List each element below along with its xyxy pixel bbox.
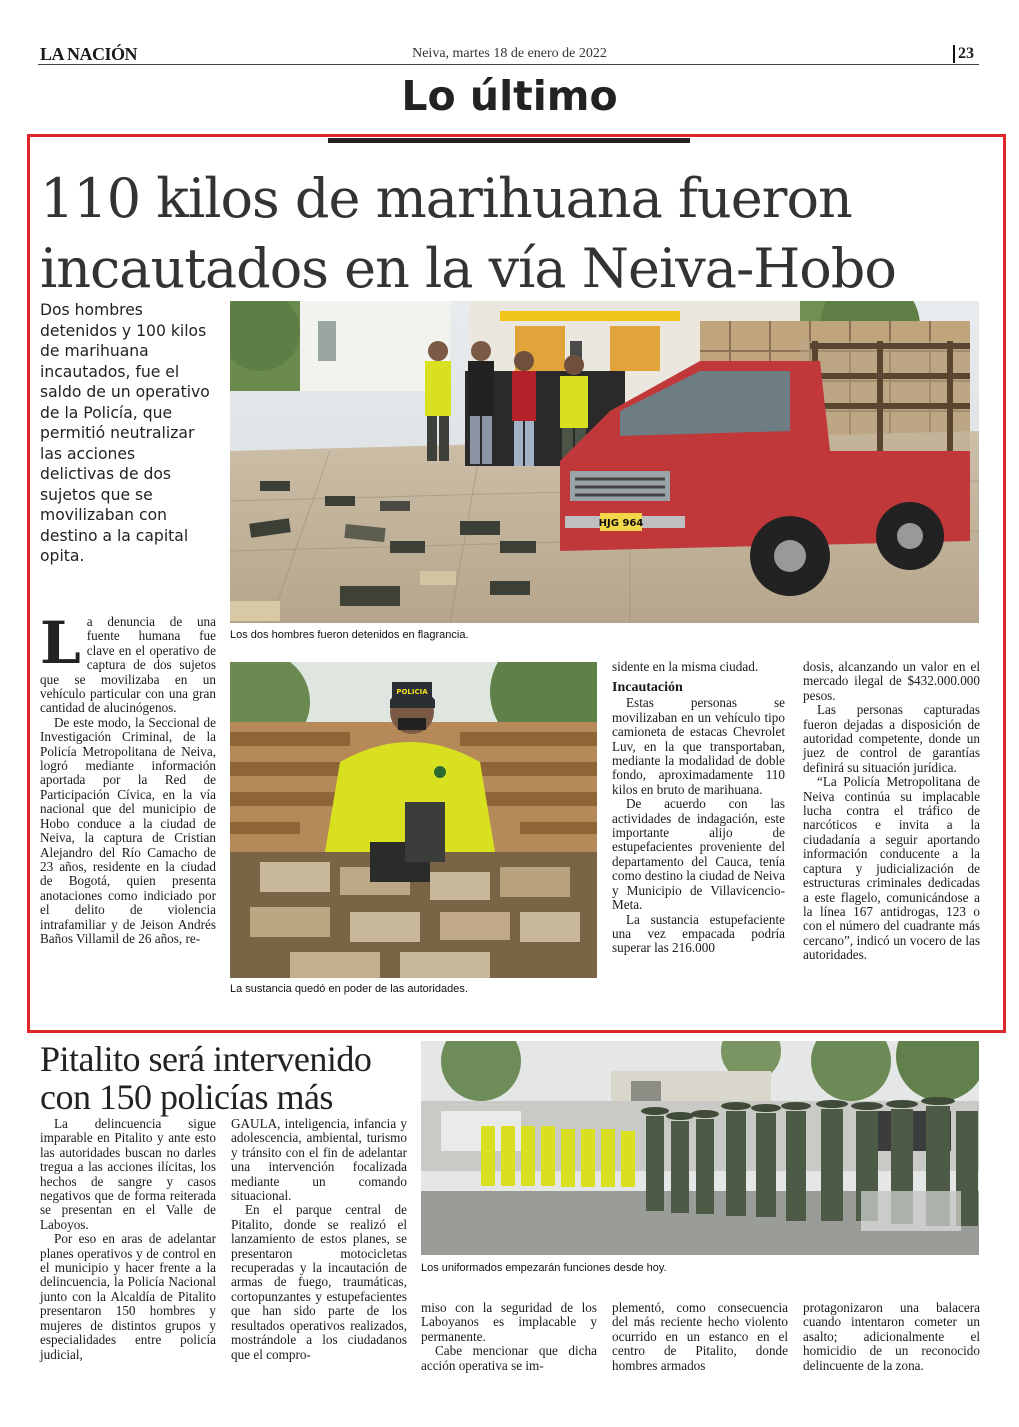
paragraph: dosis, alcanzando un valor en el mercado ilegal de $432.000.000 pesos. [803, 659, 980, 703]
paragraph: De este modo, la Seccional de Investigación Criminal, de la Policía Metropolitana de Neiva, logró mediante información aportada por la Red de Participación Cívica, en la vía nacional que del municipio de Hobo conduce a la ciudad de Neiva, la captura de Cristian Alejandro del Río Camacho de 23 años, residente en la ciudad de Bogotá, quien presenta anotaciones como indiciado por el delito de violencia intrafamiliar y de Jeison Andrés Baños Villamil de 26 años, re- [40, 714, 216, 946]
paragraph: a denuncia de una fuente humana fue clave en el operativo de captura de dos sujetos que se movilizaba en un vehículo particular con una gran cantidad de alucinógenos. [40, 614, 216, 716]
article-column-3 [803, 660, 980, 963]
article-column-1 [40, 1117, 216, 1362]
article-column-5 [803, 1301, 980, 1373]
header-rule [38, 64, 979, 65]
paragraph: protagonizaron una balacera cuando intentaron cometer un asalto; adicionalmente el homicidio de un reconocido delincuente de la zona. [803, 1300, 980, 1373]
section-bar [328, 138, 690, 143]
paragraph: miso con la seguridad de los Laboyanos es implacable y permanente. [421, 1300, 597, 1344]
paragraph: plementó, como consecuencia del más reciente hecho violento ocurrido en un estanco en el centro de Pitalito, donde hombres armados [612, 1300, 788, 1373]
photo-caption: La sustancia quedó en poder de las autoridades. [230, 983, 468, 995]
paragraph: Las personas capturadas fueron dejadas a disposición de autoridad competente, donde un juez de control de garantías definirá su situación jurídica. [803, 702, 980, 775]
article-lead: Dos hombres detenidos y 100 kilos de marihuana incautados, fue el saldo de un operativo de la Policía, que permitió neutralizar las acciones delictivas de dos sujetos que se movilizaban con destino a la capital opita. [40, 301, 210, 565]
article-column-2 [231, 1117, 407, 1362]
newspaper-logo: LA NACIÓN [40, 44, 138, 64]
paragraph: Por eso en aras de adelantar planes operativos y de control en el municipio y hacer frente a la delincuencia, la Policía Nacional junto con la Alcaldía de Pitalito presentaron 150 hombres y mujeres de distintos grupos y especialidades entre policía judicial, [40, 1231, 216, 1362]
article-column-3 [421, 1301, 597, 1373]
drop-cap: L [40, 609, 81, 677]
paragraph: La delincuencia sigue imparable en Pitalito y ante esto las autoridades buscan no darles tregua a las acciones ilícitas, los hechos de sangre y casos negativos que de forma reiterada se presentan en el Valle de Laboyos. [40, 1116, 216, 1232]
paragraph: En el parque central de Pitalito, donde se realizó el lanzamiento de estos planes, se presentaron motocicletas recuperadas y la incautación de armas de fuego, traumáticas, cortopunzantes y estupefacientes que han sido parte de los resultados operativos realizados, mostrándole a los ciudadanos que el compro- [231, 1202, 407, 1362]
paragraph: Cabe mencionar que dicha acción operativa se im- [421, 1343, 597, 1373]
section-title: Lo último [401, 72, 618, 120]
photo-caption: Los dos hombres fueron detenidos en flagrancia. [230, 629, 469, 641]
issue-date: Neiva, martes 18 de enero de 2022 [412, 46, 607, 61]
article-headline: Pitalito será intervenido con 150 policías más [40, 1039, 372, 1117]
paragraph: De acuerdo con las actividades de indagación, este importante alijo de estupefacientes proveniente del departamento del Cauca, tenía como destino la ciudad de Neiva y Municipio de Villavicencio-Meta. [612, 796, 785, 913]
paragraph: “La Policía Metropolitana de Neiva continúa su implacable lucha contra el tráfico de narcóticos e invita a la ciudadanía a seguir aportando información conducente a la captura y judicialización de estructuras criminales dedicadas a este flagelo, comunicándose a la línea 167 antidrogas, 123 o con el número del cuadrante más cercano”, indicó un vocero de las autoridades. [803, 774, 980, 963]
page-number: 23 [953, 45, 974, 63]
photo-police-formation [421, 1041, 979, 1255]
article-column-4 [612, 1301, 788, 1373]
paragraph: sidente en la misma ciudad. [612, 659, 759, 674]
paragraph: Estas personas se movilizaban en un vehículo tipo camioneta de estacas Chevrolet Luv, en la que transportaban, mediante la modalidad de doble fondo, aproximadamente 110 kilos en bruto de marihuana. [612, 695, 785, 797]
photo-caption: Los uniformados empezarán funciones desde hoy. [421, 1262, 667, 1274]
photo-officer [230, 662, 597, 978]
photo-truck [230, 301, 979, 623]
article-column-1 [40, 609, 216, 946]
paragraph: GAULA, inteligencia, infancia y adolescencia, ambiental, turismo y tránsito con el fin de adelantar una intervención focalizada mediante un comando situacional. [231, 1116, 407, 1204]
article-headline: 110 kilos de marihuana fueron incautados en la vía Neiva-Hobo [40, 167, 896, 300]
plate-text: HJG 964 [598, 518, 644, 529]
article-column-2 [612, 660, 785, 956]
cap-label: POLICIA [396, 688, 428, 696]
subheading: Incautación [612, 680, 683, 696]
paragraph: La sustancia estupefaciente una vez empacada podría superar las 216.000 [612, 911, 785, 956]
